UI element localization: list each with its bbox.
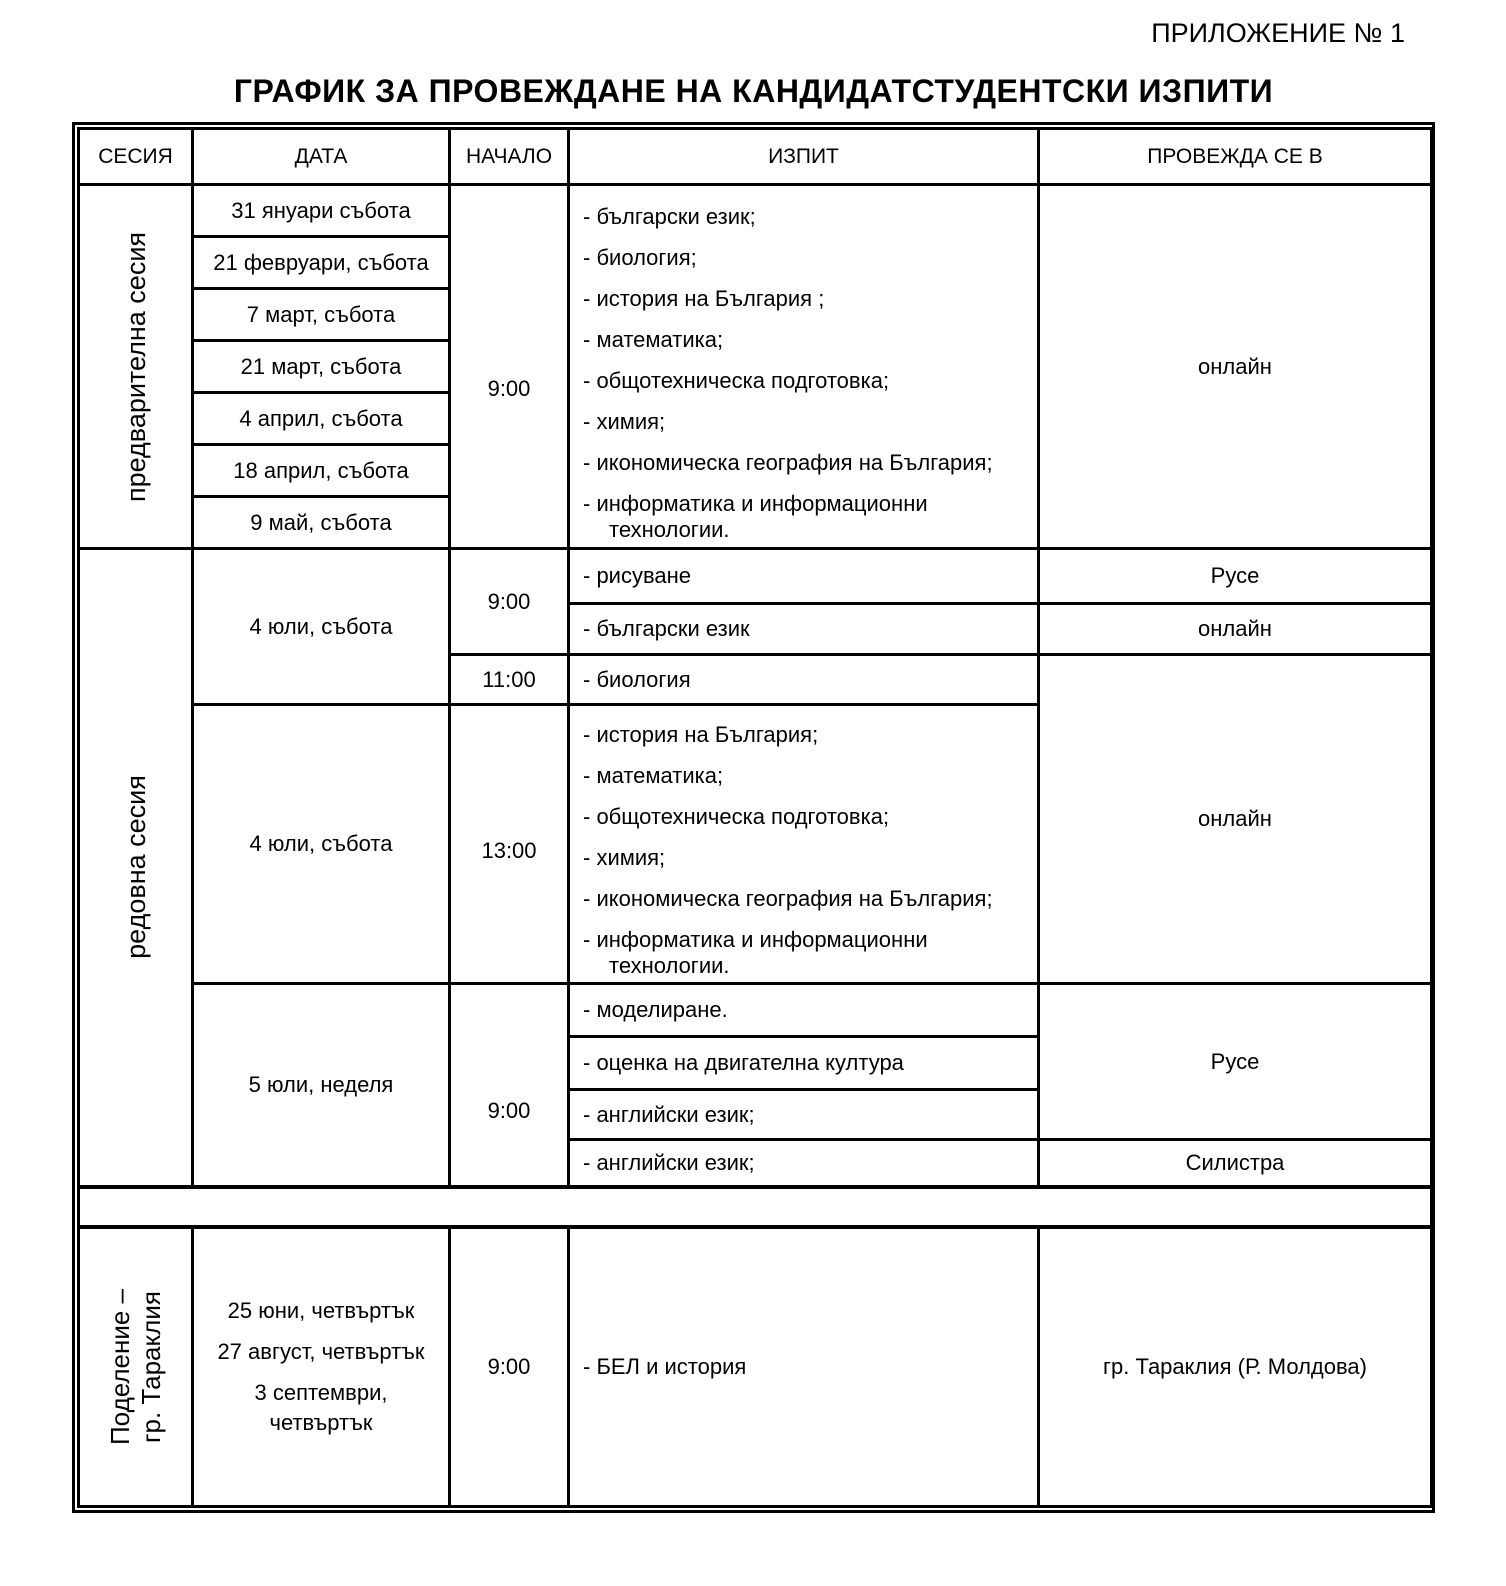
col-header-start: НАЧАЛО bbox=[450, 129, 569, 185]
venue-bulgarian: онлайн bbox=[1039, 604, 1432, 655]
exam-drawing: - рисуване bbox=[569, 549, 1039, 604]
table-row bbox=[79, 549, 1432, 604]
session-label-regular: редовна сесия bbox=[120, 775, 151, 960]
preliminary-date-6: 9 май, събота bbox=[193, 497, 450, 549]
exam-item: - математика; bbox=[583, 326, 724, 352]
preliminary-date-2: 7 март, събота bbox=[193, 289, 450, 341]
exam-item: - български език; bbox=[583, 203, 756, 229]
col-header-session: СЕСИЯ bbox=[79, 129, 193, 185]
exam-item: - история на България ; bbox=[583, 285, 825, 311]
taraklia-date-1: 27 август, четвъртък bbox=[217, 1339, 425, 1365]
venue-silistra: Силистра bbox=[1039, 1140, 1432, 1187]
exam-item: - информатика и информационни bbox=[583, 490, 928, 516]
exam-english-ruse: - английски език; bbox=[569, 1090, 1039, 1140]
exam-english-silistra: - английски език; bbox=[569, 1140, 1039, 1187]
venue-taraklia: гр. Тараклия (Р. Молдова) bbox=[1039, 1227, 1432, 1507]
regular-start-0900: 9:00 bbox=[450, 549, 569, 655]
exam-item: - общотехническа подготовка; bbox=[583, 804, 890, 829]
regular-start-1100: 11:00 bbox=[450, 655, 569, 705]
regular-saturday-date-morning: 4 юли, събота bbox=[193, 549, 450, 705]
annex-label: ПРИЛОЖЕНИЕ № 1 bbox=[1151, 18, 1405, 48]
exam-item-continuation: технологии. bbox=[609, 516, 730, 542]
regular-start-1300: 13:00 bbox=[450, 705, 569, 984]
exam-item: - биология; bbox=[583, 244, 697, 270]
exam-biology: - биология bbox=[569, 655, 1039, 705]
preliminary-venue: онлайн bbox=[1039, 185, 1432, 549]
schedule-table-border bbox=[72, 122, 1435, 1513]
exam-item: - икономическа география на България; bbox=[583, 886, 993, 911]
session-label-taraklia bbox=[105, 1289, 167, 1445]
exam-item: - математика; bbox=[583, 763, 724, 788]
taraklia-date-0: 25 юни, четвъртък bbox=[227, 1298, 415, 1324]
preliminary-start-time: 9:00 bbox=[450, 185, 569, 549]
table-row bbox=[79, 984, 1432, 1037]
document-title: ГРАФИК ЗА ПРОВЕЖДАНЕ НА КАНДИДАТСТУДЕНТСКИ ИЗПИТИ bbox=[233, 73, 1274, 109]
preliminary-date-1: 21 февруари, събота bbox=[193, 237, 450, 289]
exam-modeling: - моделиране. bbox=[569, 984, 1039, 1037]
session-label-taraklia-line2: гр. Тараклия bbox=[135, 1290, 166, 1443]
table-row bbox=[79, 1227, 1432, 1507]
taraklia-start-time: 9:00 bbox=[450, 1227, 569, 1507]
preliminary-date-4: 4 април, събота bbox=[193, 393, 450, 445]
exam-item: - икономическа география на България; bbox=[583, 449, 993, 475]
session-label-preliminary-cell bbox=[79, 185, 193, 549]
session-label-regular-cell bbox=[79, 549, 193, 1187]
col-header-date: ДАТА bbox=[193, 129, 450, 185]
exam-item: - информатика и информационни bbox=[583, 927, 928, 952]
taraklia-dates-cell bbox=[193, 1227, 450, 1507]
session-label-preliminary: предварителна сесия bbox=[120, 231, 151, 502]
venue-ruse: Русе bbox=[1039, 984, 1432, 1140]
regular-sunday-start: 9:00 bbox=[450, 984, 569, 1187]
preliminary-date-3: 21 март, събота bbox=[193, 341, 450, 393]
col-header-exam: ИЗПИТ bbox=[569, 129, 1039, 185]
exam-item-continuation: технологии. bbox=[609, 953, 730, 978]
exam-item: - химия; bbox=[583, 845, 666, 870]
regular-1300-exams-cell bbox=[569, 705, 1039, 984]
preliminary-date-0: 31 януари събота bbox=[193, 185, 450, 237]
exam-item: - история на България; bbox=[583, 722, 819, 747]
exam-bulgarian: - български език bbox=[569, 604, 1039, 655]
exam-motor-culture: - оценка на двигателна култура bbox=[569, 1037, 1039, 1090]
taraklia-date-2: 3 септември, bbox=[254, 1380, 388, 1406]
schedule-table bbox=[77, 127, 1433, 1508]
separator-row bbox=[79, 1187, 1432, 1227]
venue-online-regular: онлайн bbox=[1039, 655, 1432, 984]
preliminary-date-5: 18 април, събота bbox=[193, 445, 450, 497]
exam-bel-history: - БЕЛ и история bbox=[569, 1227, 1039, 1507]
venue-drawing: Русе bbox=[1039, 549, 1432, 604]
regular-saturday-date-afternoon: 4 юли, събота bbox=[193, 705, 450, 984]
exam-item: - общотехническа подготовка; bbox=[583, 367, 890, 393]
exam-item: - химия; bbox=[583, 408, 666, 434]
session-label-taraklia-line1: Поделение – bbox=[104, 1288, 135, 1445]
col-header-venue: ПРОВЕЖДА СЕ В bbox=[1039, 129, 1432, 185]
taraklia-date-2-continuation: четвъртък bbox=[269, 1410, 373, 1436]
header-row bbox=[79, 129, 1432, 185]
separator-cell bbox=[79, 1187, 1432, 1227]
regular-sunday-date: 5 юли, неделя bbox=[193, 984, 450, 1187]
session-label-taraklia-cell bbox=[79, 1227, 193, 1507]
table-row bbox=[79, 185, 1432, 237]
preliminary-exams-cell bbox=[569, 185, 1039, 549]
